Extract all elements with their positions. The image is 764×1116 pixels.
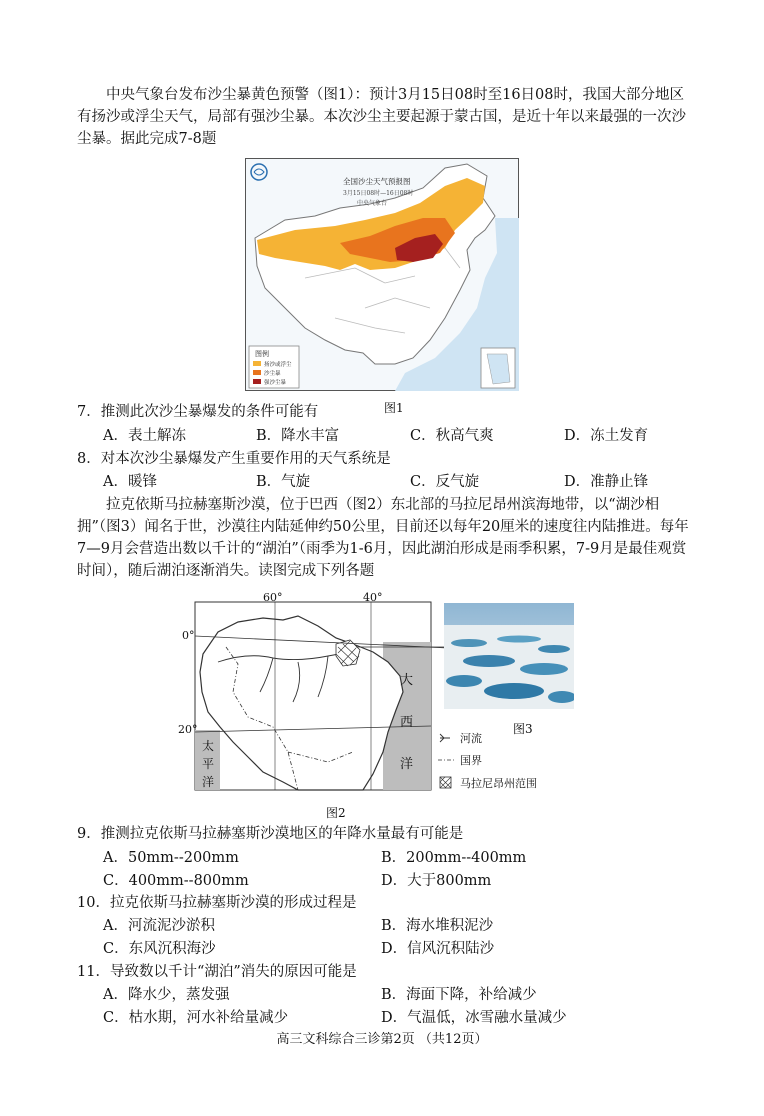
q9-option-c: C．400mm--800mm [103,873,249,889]
atlantic-label-3: 洋 [400,757,414,772]
q7-option-a: A．表土解冻 [103,428,186,444]
q11-stem: 11．导致数以千计“湖泊”消失的原因可能是 [77,964,357,980]
q11-option-b: B．海面下降，补给减少 [381,987,537,1003]
q9-option-d: D．大于800mm [381,873,492,889]
fig1-title: 全国沙尘天气预报图 [343,177,411,186]
q9-option-a: A．50mm--200mm [103,850,239,866]
q11-option-c: C．枯水期，河水补给量减少 [103,1010,289,1026]
legend-title: 图例 [255,350,269,358]
lon-60-label: 60° [263,592,283,604]
pacific-label-1: 太 [202,739,215,753]
q7-option-d: D．冻土发育 [564,428,649,444]
atlantic-label-2: 西 [400,715,414,730]
q11-option-d: D．气温低，冰雪融水量减少 [381,1010,567,1026]
q7-stem: 7．推测此次沙尘暴爆发的条件可能有 [77,404,319,420]
dust-map-svg [245,158,519,391]
figure-3-caption: 图3 [513,722,533,736]
q8-stem: 8．对本次沙尘暴爆发产生重要作用的天气系统是 [77,451,391,467]
q7-option-c: C．秋高气爽 [410,428,494,444]
q10-option-d: D．信风沉积陆沙 [381,941,495,957]
q10-option-c: C．东风沉积海沙 [103,941,216,957]
river-legend-icon [440,734,450,742]
q9-option-b: B．200mm--400mm [381,850,527,866]
pacific-label-3: 洋 [202,775,215,789]
q7-option-b: B．降水丰富 [256,428,340,444]
q8-option-b: B．气旋 [256,474,311,490]
fig1-org: 中央气象台 [357,200,388,207]
figure-1-dust-map [245,158,519,391]
legend-item-dust: 扬沙或浮尘 [264,362,292,368]
page-footer: 高三文科综合三诊第2页 （共12页） [276,1032,488,1047]
q10-option-b: B．海水堆积泥沙 [381,918,494,934]
figure-1-caption: 图1 [384,401,404,415]
lat-0-label: 0° [182,629,195,642]
pacific-label-2: 平 [202,757,215,771]
q8-option-a: A．暖锋 [103,474,157,490]
legend-maranhao: 马拉尼昂州范围 [460,777,537,790]
q10-option-a: A．河流泥沙淤积 [103,918,215,934]
q10-stem: 10．拉克依斯马拉赫塞斯沙漠的形成过程是 [77,895,357,911]
lon-40-label: 40° [363,592,383,604]
intro-paragraph-2: 拉克依斯马拉赫塞斯沙漠，位于巴西（图2）东北部的马拉尼昂州滨海地带，以“湖沙相拥”（图3）闻名于世，沙漠往内陆延伸约50公里，目前还以每年20厘米的速度往内陆推进。每年7—9月会营造出数以千计的“湖泊”（雨季为1-6月，因此湖泊形成是雨季积累，7-9月是最佳观赏时间），随后湖泊逐渐消失。读图完成下列各题 [77,497,689,579]
q8-option-c: C．反气旋 [410,474,480,490]
legend-item-strong: 强沙尘暴 [264,380,287,386]
intro-paragraph-1: 中央气象台发布沙尘暴黄色预警（图1）：预计3月15日08时至16日08时，我国大部分地区有扬沙或浮尘天气，局部有强沙尘暴。本次沙尘主要起源于蒙古国，是近十年以来最强的一次沙尘暴。据此完成7-8题 [77,87,686,147]
q11-option-a: A．降水少，蒸发强 [103,987,230,1003]
atlantic-label-1: 大 [400,673,414,688]
lat-20-label: 20° [178,723,198,736]
legend-river: 河流 [460,732,482,745]
fig1-subtitle: 3月15日08时—16日08时 [343,190,414,197]
legend-border: 国界 [460,754,482,767]
q8-option-d: D．准静止锋 [564,474,649,490]
q9-stem: 9．推测拉克依斯马拉赫塞斯沙漠地区的年降水量最有可能是 [77,826,464,842]
figure-2-caption: 图2 [326,806,346,820]
legend-item-storm: 沙尘暴 [264,371,281,377]
figure-3-lagoon-photo [444,603,574,709]
